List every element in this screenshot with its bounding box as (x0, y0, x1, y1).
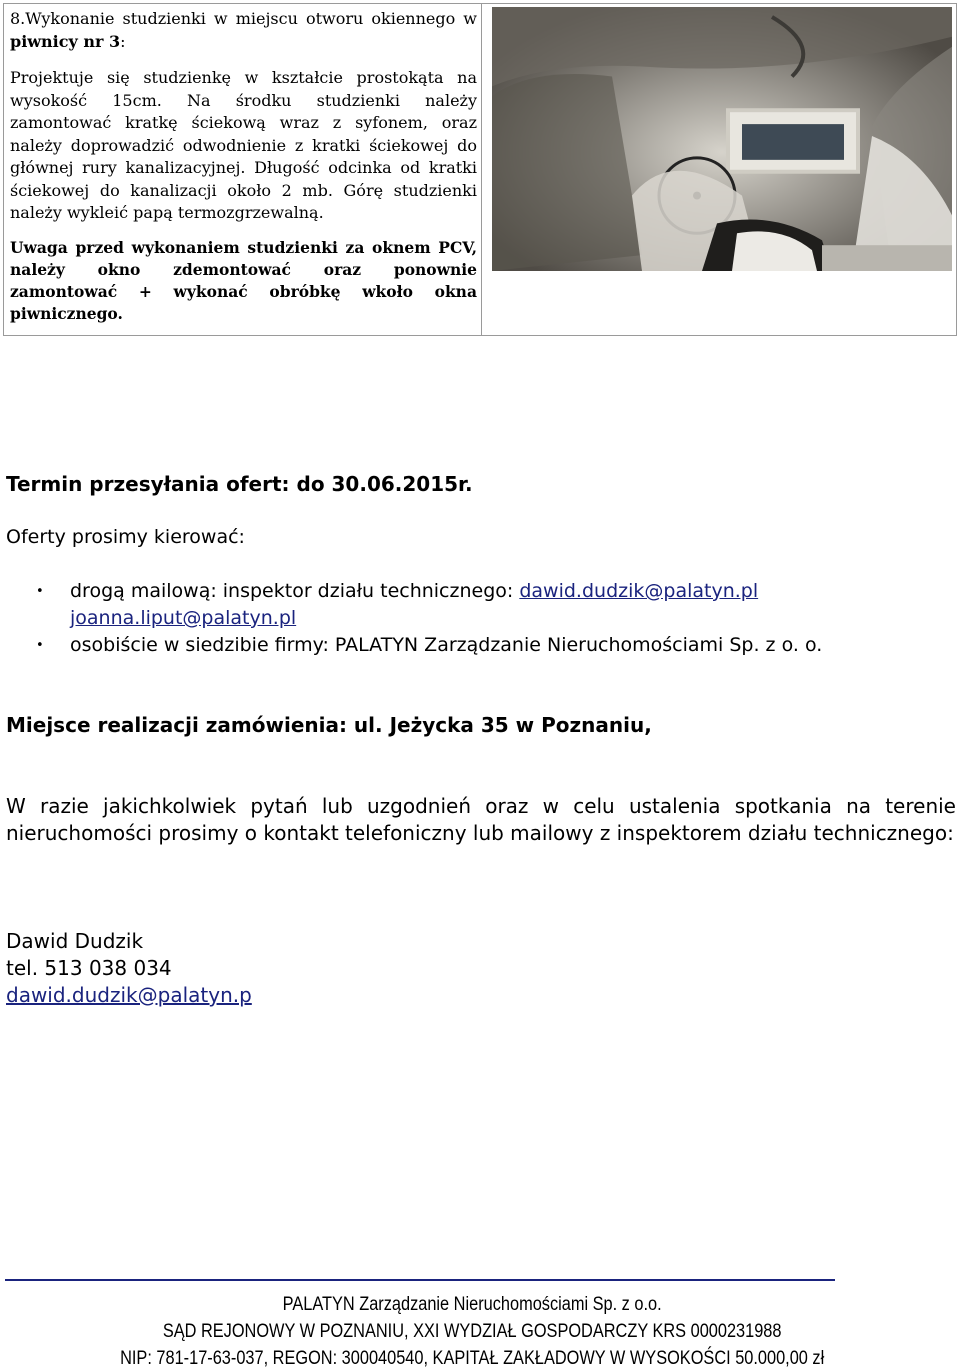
footer-divider (5, 1279, 835, 1281)
bullet-icon: • (36, 584, 44, 599)
offers-intro: Oferty prosimy kierować: (6, 526, 245, 548)
bullet-icon: • (36, 638, 44, 653)
list-item-in-person: • osobiście w siedzibie firmy: PALATYN Zarządzanie Nieruchomościami Sp. z o. o. (6, 632, 822, 659)
footer-tax-ids: NIP: 781-17-63-037, REGON: 300040540, KAPITAŁ ZAKŁADOWY W WYSOKOŚCI 50.000,00 zł (120, 1348, 825, 1369)
footer-company-name: PALATYN Zarządzanie Nieruchomościami Sp. z o.o. (282, 1294, 662, 1315)
list-item-email: • drogą mailową: inspektor działu technicznego: dawid.dudzik@palatyn.pl joanna.liput@palatyn.pl (36, 580, 759, 629)
basement-photo-illustration (492, 7, 952, 271)
task-title: 8.Wykonanie studzienki w miejscu otworu okiennego w piwnicy nr 3: (10, 9, 477, 51)
company-footer (59, 1291, 885, 1372)
questions-text: W razie jakichkolwiek pytań lub uzgodnień oraz w celu ustalenia spotkania na terenie nieruchomości prosimy o kontakt telefoniczny lub mailowy z inspektorem działu technicznego: (6, 794, 956, 845)
realization-place: Miejsce realizacji zamówienia: ul. Jeżycka 35 w Poznaniu, (6, 713, 652, 737)
basement-window-photo (482, 4, 956, 335)
window-glass (742, 124, 844, 160)
task-description: Projektuje się studzienkę w kształcie prostokąta na wysokość 15cm. Na środku studzienki należy zamontować kratkę ściekową wraz z syfonem, oraz należy doprowadzić odwodnienie z kratki ściekowej do głównej rury kanalizacyjnej. Długość odcinka od kratki ściekowej do kanalizacji około 2 mb. Górę studzienki należy wykleić papą termozgrzewalną. (10, 68, 477, 222)
email-link-joanna[interactable]: joanna.liput@palatyn.pl (70, 607, 297, 629)
task-description-cell (4, 4, 482, 335)
contact-phone: tel. 513 038 034 (6, 956, 172, 980)
task-title-location: piwnicy nr 3 (10, 31, 121, 51)
offer-deadline: Termin przesyłania ofert: do 30.06.2015r. (6, 472, 473, 496)
contact-methods-list (6, 578, 822, 659)
footer-court-registry: SĄD REJONOWY W POZNANIU, XXI WYDZIAŁ GOSPODARCZY KRS 0000231988 (162, 1321, 782, 1342)
task-table (3, 3, 957, 336)
contact-person (6, 928, 252, 1009)
contact-name: Dawid Dudzik (6, 929, 144, 953)
task-warning: Uwaga przed wykonaniem studzienki za oknem PCV, należy okno zdemontować oraz ponownie zamontować + wykonać obróbkę wkoło okna piwnicznego. (10, 237, 477, 323)
email-link-dawid[interactable]: dawid.dudzik@palatyn.pl (519, 580, 759, 602)
contact-email-link[interactable]: dawid.dudzik@palatyn.p (6, 983, 252, 1007)
